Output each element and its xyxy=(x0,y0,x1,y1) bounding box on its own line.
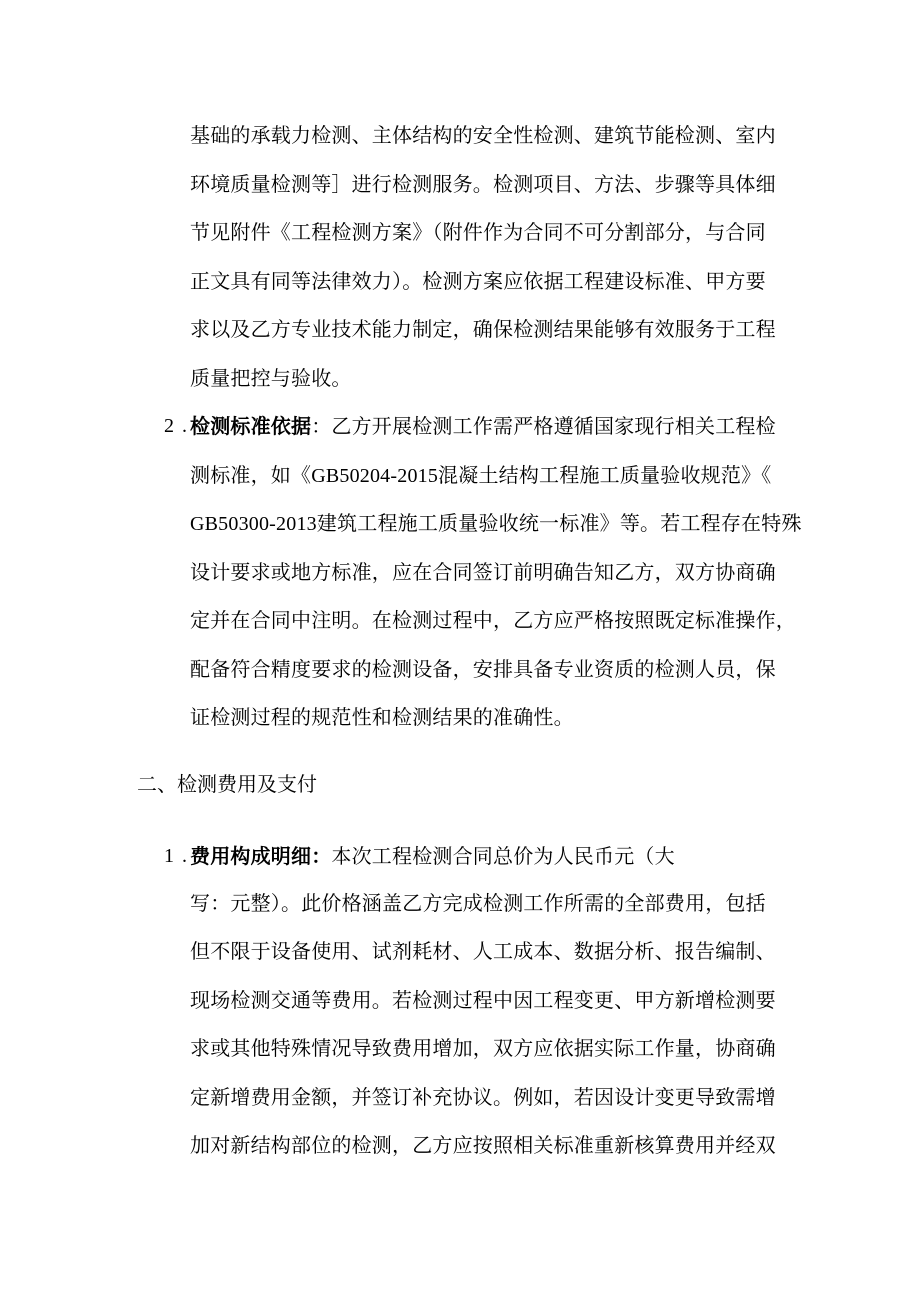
list-item-line xyxy=(190,510,802,537)
paragraph-line: 求以及乙方专业技术能力制定，确保检测结果能够有效服务于工程 xyxy=(190,317,776,341)
list-item-line: 设计要求或地方标准，应在合同签订前明确告知乙方，双方协商确 xyxy=(190,560,776,584)
item-text: ：乙方开展检测工作需严格遵循国家现行相关工程检 xyxy=(311,414,776,438)
list-number: 2 xyxy=(164,415,174,437)
list-item-line: 定新增费用金额，并签订补充协议。例如，若因设计变更导致需增 xyxy=(190,1085,776,1109)
section-heading: 二、检测费用及支付 xyxy=(137,772,317,796)
list-item-line: 证检测过程的规范性和检测结果的准确性。 xyxy=(190,705,574,729)
item-text: 测标准，如《 xyxy=(190,463,312,487)
standard-code: GB50300-2013 xyxy=(190,513,317,535)
paragraph-line: 质量把控与验收。 xyxy=(190,366,352,390)
paragraph-line: 基础的承载力检测、主体结构的安全性检测、建筑节能检测、室内 xyxy=(190,123,776,147)
list-item-line: 配备符合精度要求的检测设备，安排具备专业资质的检测人员，保 xyxy=(190,657,776,681)
list-item-line: 写：元整）。此价格涵盖乙方完成检测工作所需的全部费用，包括 xyxy=(190,891,766,915)
list-dot: . xyxy=(182,845,187,867)
item-text: 本次工程检测合同总价为人民币元（大 xyxy=(331,844,675,868)
list-item-line: 求或其他特殊情况导致费用增加，双方应依据实际工作量，协商确 xyxy=(190,1036,776,1060)
list-item-line: 定并在合同中注明。在检测过程中，乙方应严格按照既定标准操作， xyxy=(190,608,796,632)
item-text: 建筑工程施工质量验收统一标准》等。若工程存在特殊 xyxy=(316,511,802,535)
list-item-line xyxy=(190,413,776,439)
item-title: 检测标准依据 xyxy=(190,414,312,438)
list-item-line: 现场检测交通等费用。若检测过程中因工程变更、甲方新增检测要 xyxy=(190,988,776,1012)
paragraph-line: 节见附件《工程检测方案》（附件作为合同不可分割部分，与合同 xyxy=(190,220,766,244)
item-text: 混凝土结构工程施工质量验收规范》《 xyxy=(438,463,772,487)
list-number: 1 xyxy=(164,845,174,867)
item-title: 费用构成明细： xyxy=(190,844,332,868)
list-dot: . xyxy=(182,415,187,437)
list-item-line: 但不限于设备使用、试剂耗材、人工成本、数据分析、报告编制、 xyxy=(190,939,776,963)
paragraph-line: 环境质量检测等］进行检测服务。检测项目、方法、步骤等具体细 xyxy=(190,172,776,196)
paragraph-line: 正文具有同等法律效力）。检测方案应依据工程建设标准、甲方要 xyxy=(190,269,766,293)
list-item-line xyxy=(190,462,771,489)
list-item-line xyxy=(190,843,675,869)
list-item-line: 加对新结构部位的检测，乙方应按照相关标准重新核算费用并经双 xyxy=(190,1133,776,1157)
standard-code: GB50204-2015 xyxy=(311,465,439,487)
